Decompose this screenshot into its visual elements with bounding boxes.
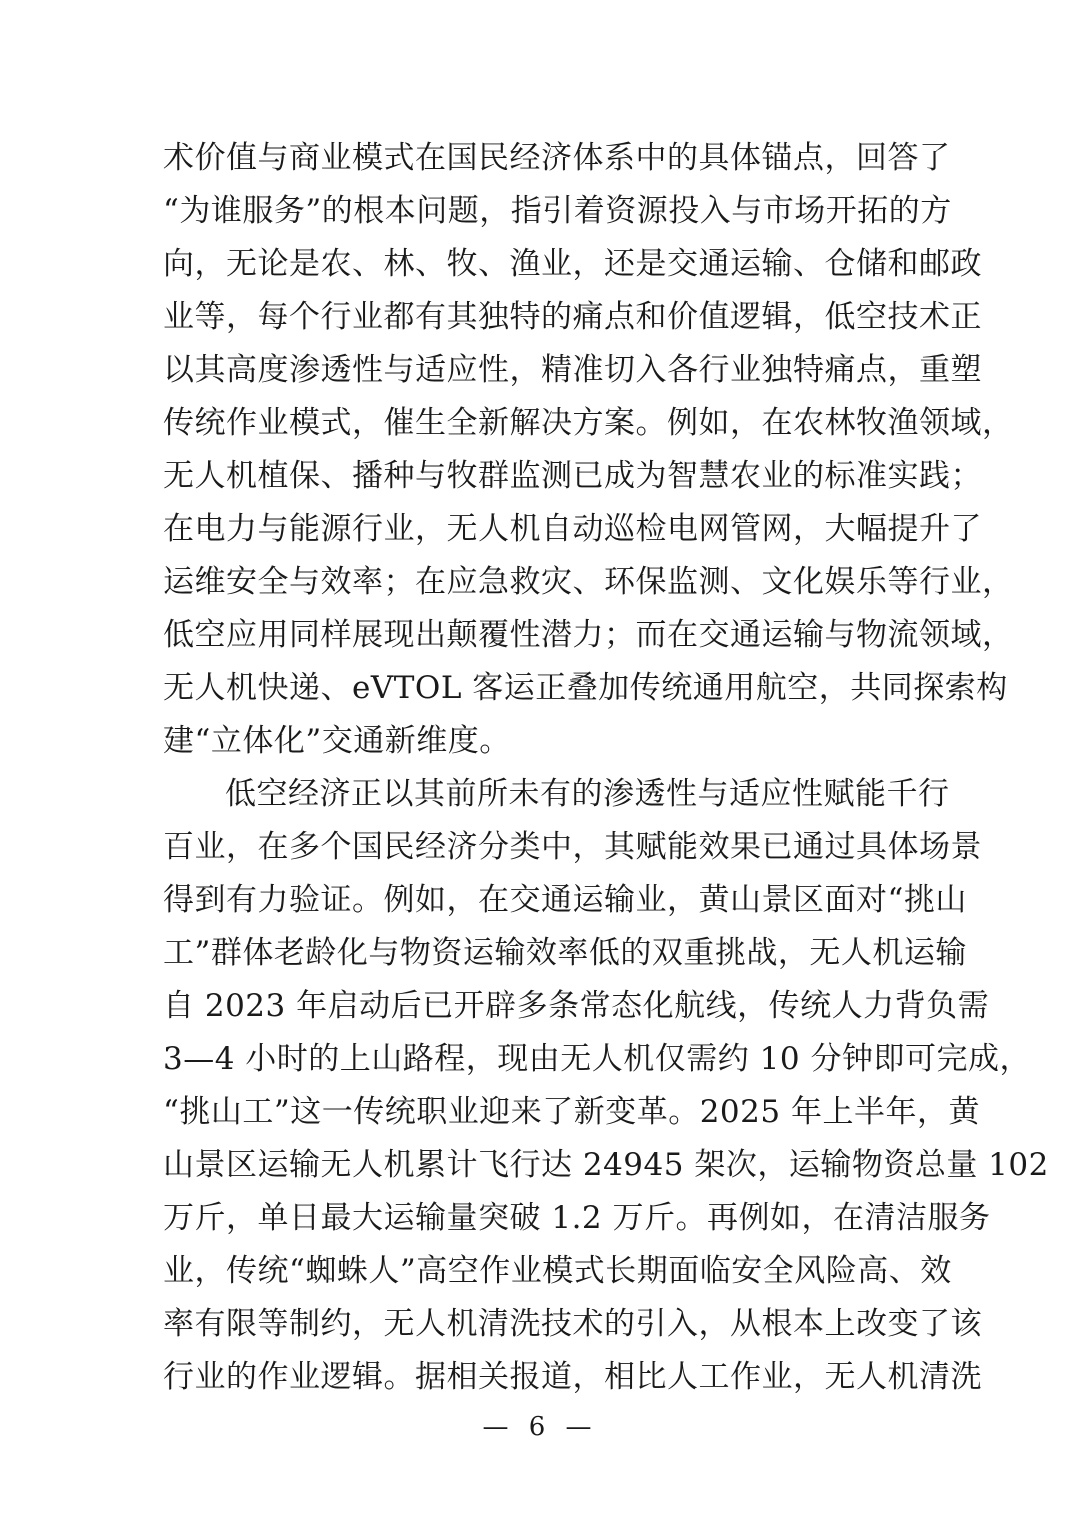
text-line: 自 2023 年启动后已开辟多条常态化航线，传统人力背负需 xyxy=(163,988,990,1024)
text-line: 3—4 小时的上山路程，现由无人机仅需约 10 分钟即可完成， xyxy=(163,1041,1031,1077)
page-number: — 6 — xyxy=(482,1412,598,1442)
text-line: “为谁服务”的根本问题，指引着资源投入与市场开拓的方 xyxy=(163,193,952,229)
text-line: 向，无论是农、林、牧、渔业，还是交通运输、仓储和邮政 xyxy=(163,246,982,282)
text-line: 行业的作业逻辑。据相关报道，相比人工作业，无人机清洗 xyxy=(163,1359,982,1395)
text-line: 运维安全与效率；在应急救灾、环保监测、文化娱乐等行业， xyxy=(163,564,1014,600)
paragraph-1 xyxy=(163,132,1014,768)
text-line: 率有限等制约，无人机清洗技术的引入，从根本上改变了该 xyxy=(163,1306,982,1342)
text-line: 低空经济正以其前所未有的渗透性与适应性赋能千行 xyxy=(225,776,950,812)
text-line: 在电力与能源行业，无人机自动巡检电网管网，大幅提升了 xyxy=(163,511,982,547)
text-line: 无人机植保、播种与牧群监测已成为智慧农业的标准实践； xyxy=(163,458,982,494)
text-line: 得到有力验证。例如，在交通运输业，黄山景区面对“挑山 xyxy=(163,882,967,918)
text-line: 业等，每个行业都有其独特的痛点和价值逻辑，低空技术正 xyxy=(163,299,982,335)
text-line: 低空应用同样展现出颠覆性潜力；而在交通运输与物流领域， xyxy=(163,617,1014,653)
text-line: 建“立体化”交通新维度。 xyxy=(163,723,511,759)
text-line: 百业，在多个国民经济分类中，其赋能效果已通过具体场景 xyxy=(163,829,982,865)
text-line: 无人机快递、eVTOL 客运正叠加传统通用航空，共同探索构 xyxy=(163,670,1008,706)
text-line: “挑山工”这一传统职业迎来了新变革。2025 年上半年，黄 xyxy=(163,1094,980,1130)
text-line: 术价值与商业模式在国民经济体系中的具体锚点，回答了 xyxy=(163,140,951,176)
text-line: 工”群体老龄化与物资运输效率低的双重挑战，无人机运输 xyxy=(163,935,967,971)
paragraph-2 xyxy=(163,768,1049,1404)
text-line: 以其高度渗透性与适应性，精准切入各行业独特痛点，重塑 xyxy=(163,352,982,388)
text-line: 传统作业模式，催生全新解决方案。例如，在农林牧渔领域， xyxy=(163,405,1014,441)
text-line: 万斤，单日最大运输量突破 1.2 万斤。再例如，在清洁服务 xyxy=(163,1200,991,1236)
text-line: 业，传统“蜘蛛人”高空作业模式长期面临安全风险高、效 xyxy=(163,1253,952,1289)
body-text xyxy=(163,132,1049,1404)
text-line: 山景区运输无人机累计飞行达 24945 架次，运输物资总量 102 xyxy=(163,1147,1049,1183)
